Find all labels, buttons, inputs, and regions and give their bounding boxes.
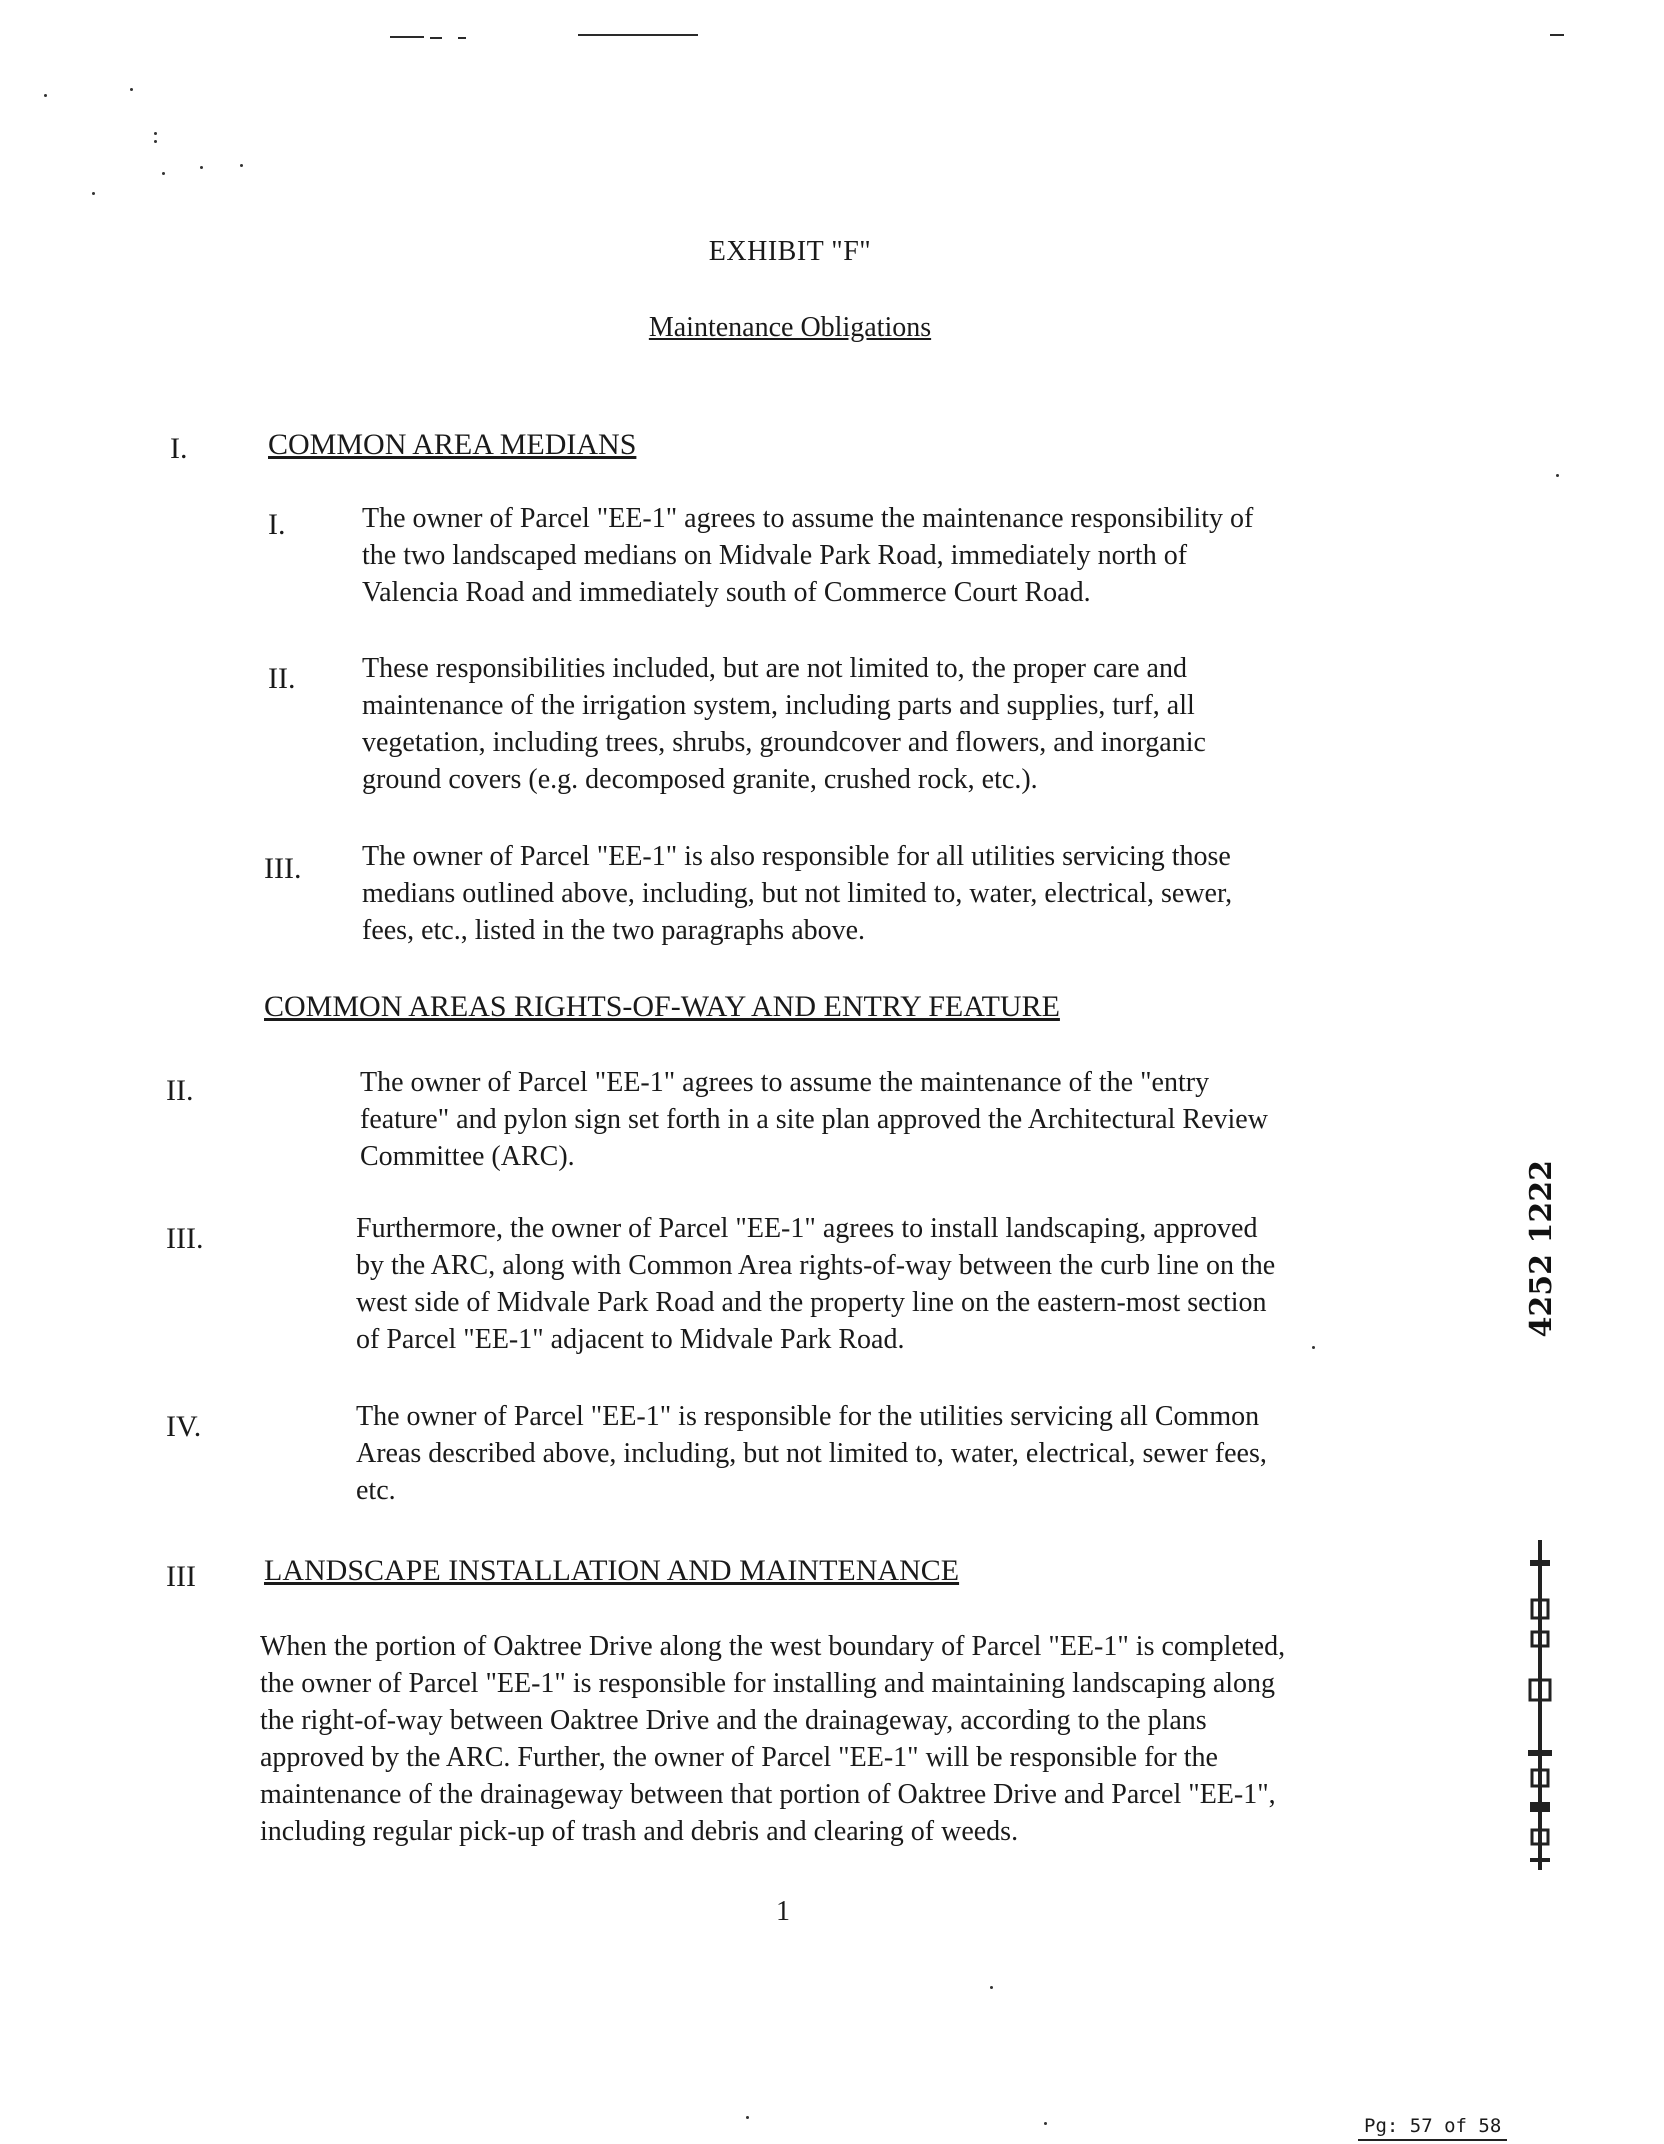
item-paragraph: [362, 650, 1206, 798]
paragraph-line: ground covers (e.g. decomposed granite, crushed rock, etc.).: [362, 764, 1038, 795]
item-numeral: III.: [166, 1222, 204, 1255]
scan-artifact-dot: [1044, 2122, 1047, 2125]
paragraph-line: the two landscaped medians on Midvale Park Road, immediately north of: [362, 540, 1188, 571]
paragraph-line: Valencia Road and immediately south of Commerce Court Road.: [362, 577, 1091, 608]
scan-artifact-dot: [92, 192, 95, 195]
paragraph-line: by the ARC, along with Common Area rights-of-way between the curb line on the: [356, 1250, 1276, 1281]
section-numeral: I.: [170, 432, 188, 465]
paragraph-line: feature" and pylon sign set forth in a site plan approved the Architectural Review: [360, 1104, 1268, 1135]
scan-artifact-dot: [990, 1986, 993, 1989]
scan-artifact-dot: [240, 164, 243, 167]
page-count-footer: Pg: 57 of 58: [1358, 2115, 1507, 2141]
scan-artifact-dot: [44, 94, 47, 97]
scan-artifact-dot: [154, 140, 157, 143]
scan-artifact-dot: [130, 88, 133, 91]
paragraph-line: Areas described above, including, but not limited to, water, electrical, sewer fees,: [356, 1438, 1267, 1469]
scan-artifact-line: [458, 37, 466, 39]
scan-artifact-dot: [154, 132, 157, 135]
paragraph-line: maintenance of the irrigation system, including parts and supplies, turf, all: [362, 690, 1195, 721]
section-paragraph: [260, 1628, 1406, 1850]
paragraph-line: The owner of Parcel "EE-1" is also responsible for all utilities servicing those: [362, 841, 1231, 872]
paragraph-line: of Parcel "EE-1" adjacent to Midvale Park Road.: [356, 1324, 905, 1355]
item-numeral: IV.: [166, 1410, 202, 1443]
paragraph-line: the owner of Parcel "EE-1" is responsible for installing and maintaining landscaping along: [260, 1668, 1276, 1699]
page-number: 1: [776, 1896, 790, 1927]
paragraph-line: The owner of Parcel "EE-1" agrees to assume the maintenance responsibility of: [362, 503, 1254, 534]
recording-number-stamp: 4252 1222: [1524, 1160, 1559, 1338]
item-paragraph: [356, 1398, 1267, 1509]
section-heading: LANDSCAPE INSTALLATION AND MAINTENANCE: [264, 1554, 960, 1587]
scan-artifact-dot: [200, 166, 203, 169]
paragraph-line: Furthermore, the owner of Parcel "EE-1" agrees to install landscaping, approved: [356, 1213, 1258, 1244]
document-subtitle: Maintenance Obligations: [648, 312, 932, 343]
item-paragraph: [362, 838, 1232, 949]
barcode-mark: [1526, 1540, 1554, 1870]
scan-artifact-line: [390, 36, 424, 38]
paragraph-line: The owner of Parcel "EE-1" is responsible for the utilities servicing all Common: [356, 1401, 1260, 1432]
item-paragraph: [362, 500, 1253, 611]
scan-artifact-dot: [1556, 474, 1559, 477]
scan-artifact-line: [430, 37, 442, 39]
paragraph-line: medians outlined above, including, but not limited to, water, electrical, sewer,: [362, 878, 1233, 909]
paragraph-line: fees, etc., listed in the two paragraphs above.: [362, 915, 866, 946]
item-numeral: I.: [268, 508, 286, 541]
item-paragraph: [356, 1210, 1275, 1358]
paragraph-line: the right-of-way between Oaktree Drive and the drainageway, according to the plans: [260, 1705, 1207, 1736]
paragraph-line: These responsibilities included, but are not limited to, the proper care and: [362, 653, 1187, 684]
paragraph-line: vegetation, including trees, shrubs, groundcover and flowers, and inorganic: [362, 727, 1206, 758]
section-numeral: III: [166, 1560, 196, 1593]
section-heading: COMMON AREAS RIGHTS-OF-WAY AND ENTRY FEATURE: [264, 990, 1060, 1023]
paragraph-line: When the portion of Oaktree Drive along the west boundary of Parcel "EE-1" is completed,: [260, 1631, 1286, 1662]
paragraph-line: etc.: [356, 1475, 396, 1506]
item-paragraph: [360, 1064, 1268, 1175]
scan-artifact-dot: [162, 172, 165, 175]
scan-artifact-dot: [1312, 1346, 1315, 1349]
paragraph-line: The owner of Parcel "EE-1" agrees to assume the maintenance of the "entry: [360, 1067, 1210, 1098]
item-numeral: III.: [264, 852, 302, 885]
paragraph-line: including regular pick-up of trash and debris and clearing of weeds.: [260, 1816, 1019, 1847]
paragraph-line: Committee (ARC).: [360, 1141, 575, 1172]
item-numeral: II.: [268, 662, 296, 695]
scan-artifact-line: [578, 34, 698, 36]
section-heading: COMMON AREA MEDIANS: [268, 428, 637, 461]
paragraph-line: maintenance of the drainageway between that portion of Oaktree Drive and Parcel "EE-1",: [260, 1779, 1276, 1810]
document-title: EXHIBIT "F": [708, 236, 872, 267]
item-numeral: II.: [166, 1074, 194, 1107]
paragraph-line: approved by the ARC. Further, the owner of Parcel "EE-1" will be responsible for the: [260, 1742, 1218, 1773]
paragraph-line: west side of Midvale Park Road and the property line on the eastern-most section: [356, 1287, 1267, 1318]
scan-artifact-dot: [746, 2116, 749, 2119]
scan-artifact-line: [1550, 34, 1564, 36]
